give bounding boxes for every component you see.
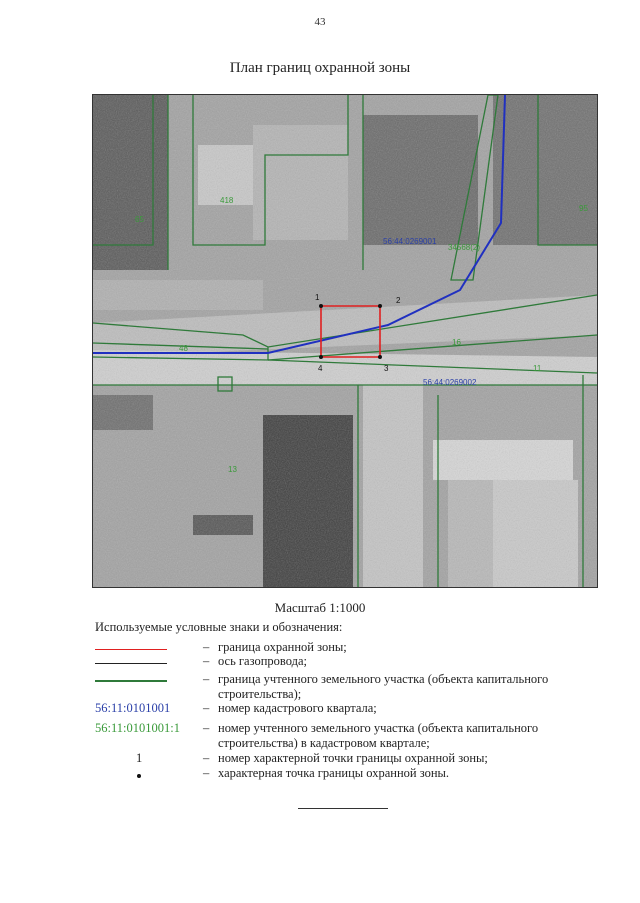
legend-symbol-dot	[137, 774, 141, 778]
quarter-label-bottom: 56:44:0269002	[423, 378, 477, 387]
legend-text-plot-boundary: граница учтенного земельного участка (объекта капитального строительства);	[218, 672, 549, 701]
legend-dash: –	[203, 640, 210, 654]
legend-text-zone-boundary: граница охранной зоны;	[218, 640, 347, 654]
legend-dash: –	[203, 654, 210, 668]
plot-label-95: 95	[579, 204, 588, 213]
legend-heading: Используемые условные знаки и обозначения:	[95, 620, 343, 634]
page-title: План границ охранной зоны	[229, 60, 411, 76]
legend-symbol-plot-number: 56:11:0101001:1	[95, 721, 180, 735]
point-label-1: 1	[315, 293, 320, 302]
plot-label-11: 11	[533, 364, 542, 373]
legend-symbol-green-line	[95, 680, 167, 682]
map-svg	[93, 95, 597, 587]
legend-symbol-red-line	[95, 649, 167, 650]
legend-symbol-dark-line	[95, 663, 167, 664]
plot-label-65: 65	[135, 215, 144, 224]
legend-text-plot-number: номер учтенного земельного участка (объекта капитального строительства) в кадастровом квартале;	[218, 721, 539, 750]
legend-symbol-point-number: 1	[136, 751, 143, 765]
legend-dash: –	[203, 701, 210, 715]
legend-dash: –	[203, 751, 210, 765]
plot-label-16: 16	[452, 338, 461, 347]
plot-label-418: 418	[220, 196, 234, 205]
legend-dash: –	[203, 721, 210, 735]
zone-point-1	[319, 304, 323, 308]
map-image	[92, 94, 598, 588]
zone-point-2	[378, 304, 382, 308]
zone-point-4	[319, 355, 323, 359]
plot-label-48: 48	[179, 344, 188, 353]
legend-dash: –	[203, 672, 210, 686]
map-scale: Масштаб 1:1000	[274, 600, 366, 615]
legend-text-gas-axis: ось газопровода;	[218, 654, 308, 668]
point-label-2: 2	[396, 296, 401, 305]
page-number: 43	[314, 16, 326, 28]
zone-point-3	[378, 355, 382, 359]
plot-label-34568: 34568(2)	[448, 243, 481, 252]
legend-text-characteristic-point: характерная точка границы охранной зоны.	[218, 766, 450, 780]
legend-symbol-quarter-number: 56:11:0101001	[95, 701, 171, 715]
footer-rule	[298, 808, 388, 809]
plot-label-13: 13	[228, 465, 237, 474]
legend-text-quarter-number: номер кадастрового квартала;	[218, 701, 377, 715]
legend-dash: –	[203, 766, 210, 780]
point-label-3: 3	[384, 364, 389, 373]
quarter-label-top: 56:44:0269001	[383, 237, 437, 246]
legend-text-point-number: номер характерной точки границы охранной зоны;	[218, 751, 488, 765]
point-label-4: 4	[318, 364, 323, 373]
